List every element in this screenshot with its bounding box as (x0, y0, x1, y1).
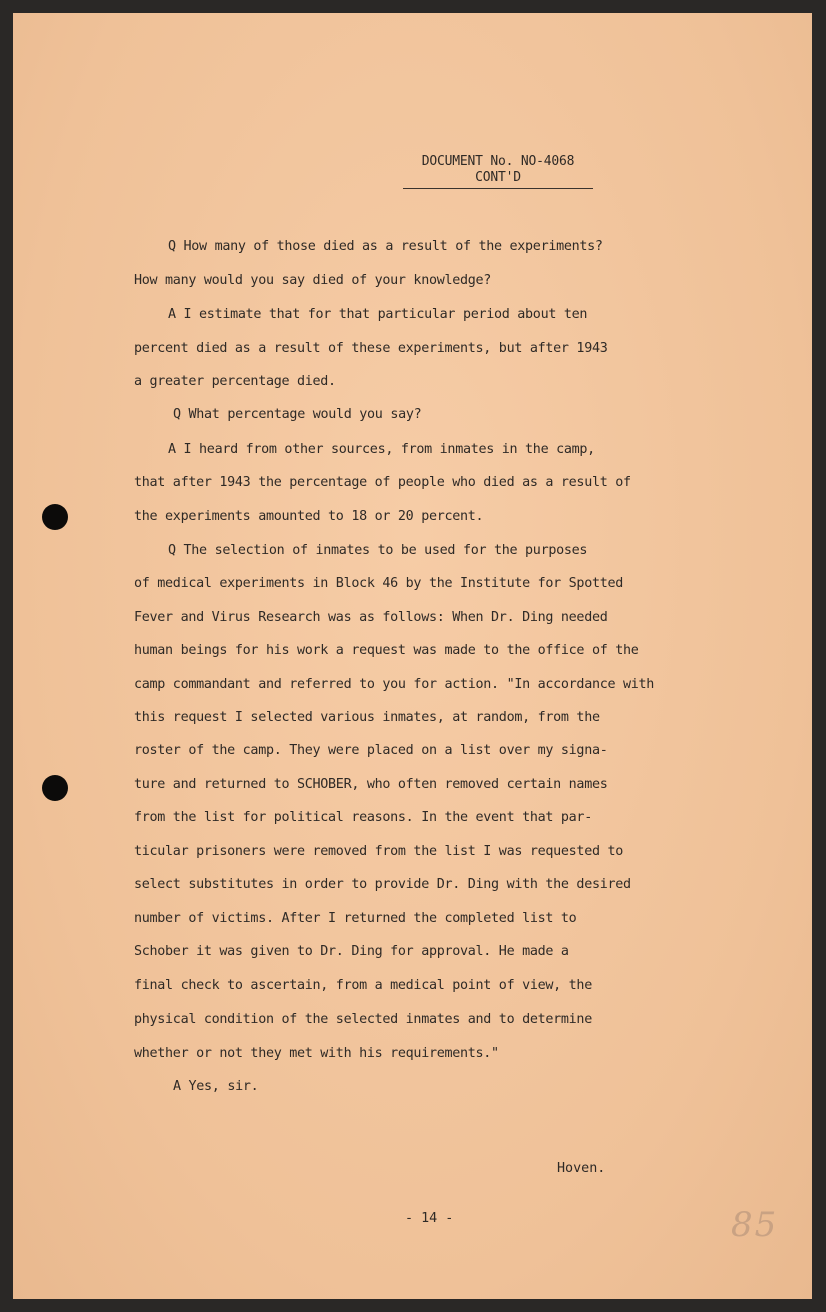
punch-hole (42, 775, 68, 801)
body-line: camp commandant and referred to you for action. "In accordance with (134, 677, 655, 692)
header-underline (403, 188, 593, 189)
body-line: ture and returned to SCHOBER, who often removed certain names (134, 777, 608, 792)
body-line: Fever and Virus Research was as follows: When Dr. Ding needed (134, 610, 608, 625)
body-line: from the list for political reasons. In the event that par- (134, 810, 592, 825)
body-line: final check to ascertain, from a medical point of view, the (134, 978, 592, 993)
body-line: number of victims. After I returned the completed list to (134, 911, 577, 926)
body-line: percent died as a result of these experiments, but after 1943 (134, 341, 608, 356)
signature: Hoven. (557, 1161, 606, 1176)
punch-hole (42, 504, 68, 530)
body-line: roster of the camp. They were placed on a list over my signa- (134, 743, 608, 758)
body-line: whether or not they met with his requirements." (134, 1046, 499, 1061)
body-line: select substitutes in order to provide Dr. Ding with the desired (134, 877, 631, 892)
body-line: a greater percentage died. (134, 374, 336, 389)
document-page (13, 13, 812, 1299)
body-line: A Yes, sir. (173, 1079, 259, 1094)
body-line: Q How many of those died as a result of the experiments? (168, 239, 603, 254)
body-line: the experiments amounted to 18 or 20 percent. (134, 509, 484, 524)
body-line: Q What percentage would you say? (173, 407, 422, 422)
body-line: of medical experiments in Block 46 by the Institute for Spotted (134, 576, 623, 591)
body-line: A I estimate that for that particular period about ten (168, 307, 588, 322)
handwritten-note: 85 (731, 1205, 779, 1245)
document-header (403, 154, 593, 189)
document-number: DOCUMENT No. NO-4068 (421, 154, 575, 169)
page-number: - 14 - (405, 1211, 454, 1226)
body-line: that after 1943 the percentage of people who died as a result of (134, 475, 631, 490)
continued-label: CONT'D (475, 170, 521, 185)
body-line: Schober it was given to Dr. Ding for approval. He made a (134, 944, 569, 959)
body-line: this request I selected various inmates, at random, from the (134, 710, 600, 725)
body-line: physical condition of the selected inmates and to determine (134, 1012, 592, 1027)
body-line: ticular prisoners were removed from the list I was requested to (134, 844, 623, 859)
body-line: How many would you say died of your knowledge? (134, 273, 492, 288)
body-line: Q The selection of inmates to be used for the purposes (168, 543, 588, 558)
body-line: human beings for his work a request was made to the office of the (134, 643, 639, 658)
body-line: A I heard from other sources, from inmates in the camp, (168, 442, 595, 457)
